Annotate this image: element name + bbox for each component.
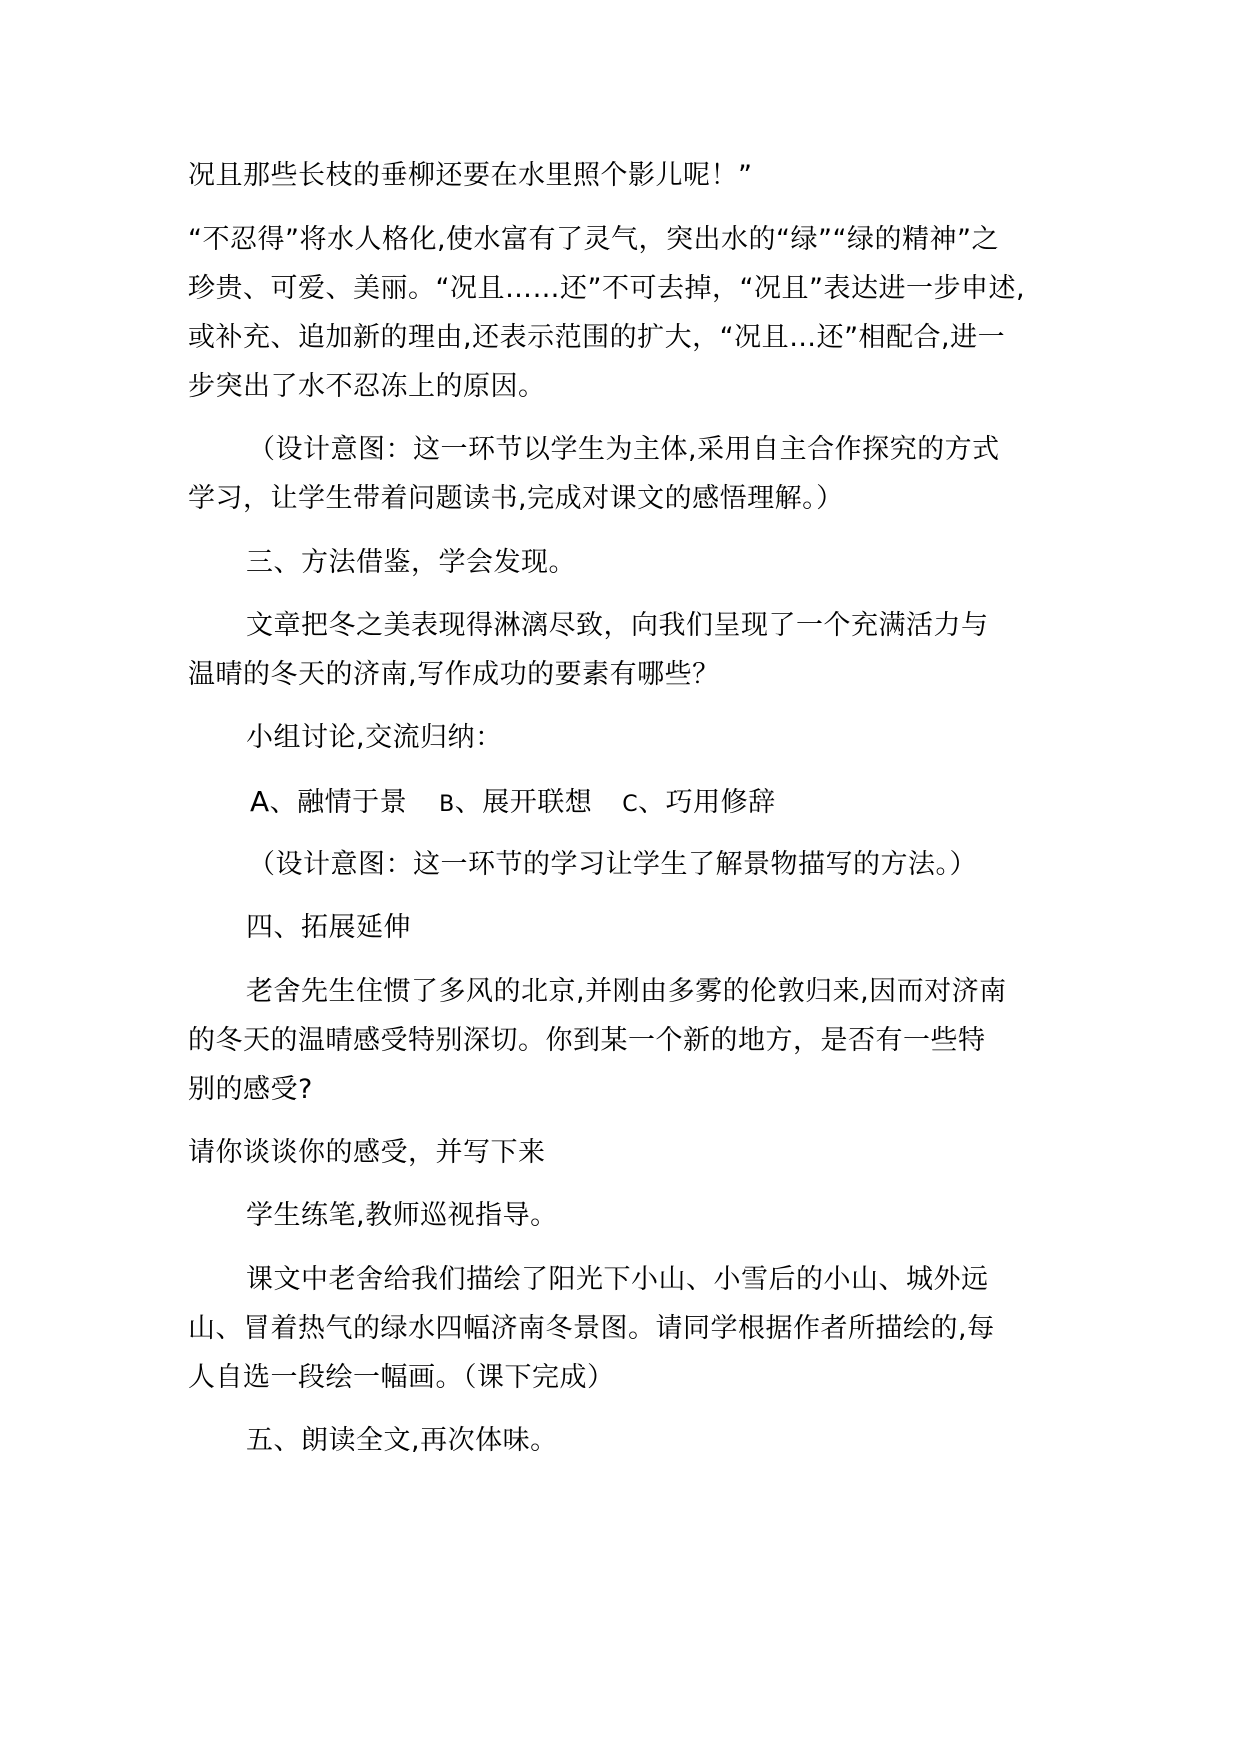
option-b-letter: B	[439, 792, 455, 817]
text-line: 山、冒着热气的绿水四幅济南冬景图。请同学根据作者所描绘的,每	[188, 1313, 995, 1344]
text-line: 学习，让学生带着问题读书,完成对课文的感悟理解。）	[188, 483, 844, 514]
text-line: 步突出了水不忍冻上的原因。	[188, 371, 546, 402]
text-line: 人自选一段绘一幅画。（课下完成）	[188, 1362, 615, 1393]
option-c-text: 、巧用修辞	[638, 787, 776, 818]
text-line: 或补充、追加新的理由,还表示范围的扩大，“况且…还”相配合,进一	[188, 322, 1006, 353]
text-line: 温晴的冬天的济南,写作成功的要素有哪些？	[188, 659, 720, 690]
text-line: “不忍得”将水人格化,使水富有了灵气，突出水的“绿”“绿的精神”之	[188, 224, 1000, 255]
option-a-letter: A	[250, 785, 270, 818]
options-line	[250, 784, 1130, 823]
text-line: 的冬天的温晴感受特别深切。你到某一个新的地方，是否有一些特	[188, 1025, 986, 1056]
text-line: 请你谈谈你的感受，并写下来	[188, 1137, 546, 1168]
text-line: （设计意图：这一环节以学生为主体,采用自主合作探究的方式	[248, 434, 1000, 465]
text-line: 课文中老舍给我们描绘了阳光下小山、小雪后的小山、城外远	[246, 1264, 989, 1295]
option-b-text: 、展开联想	[454, 787, 593, 818]
text-line: 况且那些长枝的垂柳还要在水里照个影儿呢！”	[188, 160, 753, 191]
text-line: 小组讨论,交流归纳：	[246, 722, 503, 753]
section-heading: 四、拓展延伸	[246, 912, 411, 943]
option-c-letter: C	[622, 792, 639, 817]
option-a-text: 、融情于景	[269, 787, 408, 818]
section-heading: 五、朗读全文,再次体味。	[246, 1425, 558, 1456]
section-heading: 三、方法借鉴，学会发现。	[246, 547, 576, 578]
text-line: 老舍先生住惯了多风的北京,并刚由多雾的伦敦归来,因而对济南	[246, 976, 1007, 1007]
text-line: 别的感受?	[188, 1074, 313, 1105]
text-line: 学生练笔,教师巡视指导。	[246, 1200, 558, 1231]
text-line: （设计意图：这一环节的学习让学生了解景物描写的方法。）	[248, 849, 977, 880]
text-line: 珍贵、可爱、美丽。“况且……还”不可去掉，“况且”表达进一步申述,	[188, 273, 1026, 304]
text-line: 文章把冬之美表现得淋漓尽致，向我们呈现了一个充满活力与	[246, 610, 989, 641]
